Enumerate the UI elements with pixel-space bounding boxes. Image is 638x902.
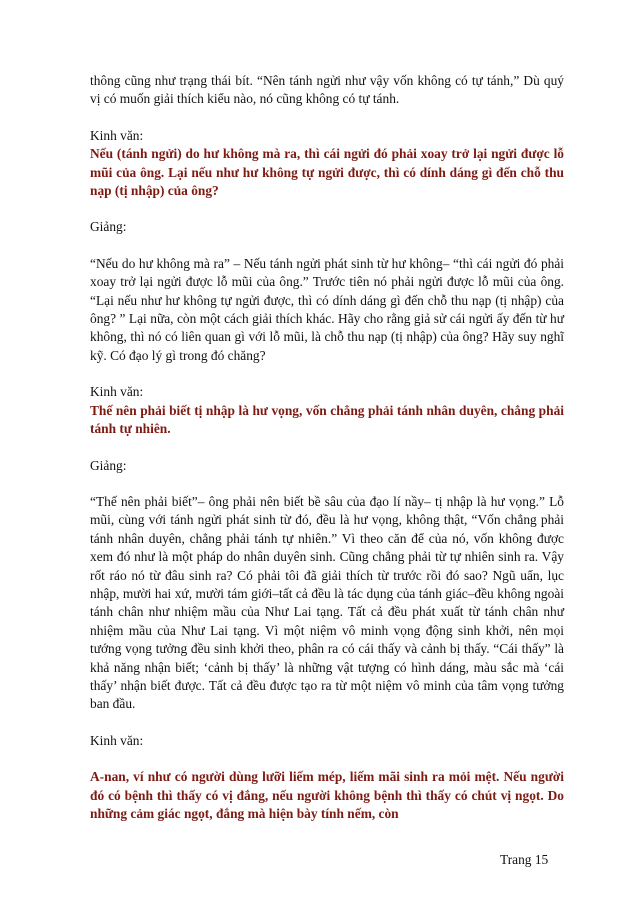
sutra-label: Kinh văn: [90, 384, 144, 400]
commentary-paragraph: “Nếu do hư không mà ra” – Nếu tánh ngửi phát sinh từ hư không– “thì cái ngửi đó phải xoay trở lại ngửi được lỗ mũi của ông.” Trước tiên nó phải ngửi được lỗ mũi của ông. “Lại nếu như hư không tự ngửi được, thì có dính dáng gì đến chỗ thu nạp (tị nhập) của ông? ” Lại nữa, còn một cách giải thích khác. Hãy cho rằng giả sử cái ngửi ấy đến từ hư không, thì nó có liên quan gì với lỗ mũi, là chỗ thu nạp (tị nhập) của ông? Hãy suy nghĩ kỹ. Có đạo lý gì trong đó chăng? [90, 255, 564, 363]
commentary-label: Giảng: [90, 457, 127, 473]
page-content [90, 72, 564, 823]
commentary-paragraph: “Thế nên phải biết”– ông phải nên biết bề sâu của đạo lí nầy– tị nhập là hư vọng.” Lỗ mũi, cùng với tánh ngửi phát sinh từ đó, đều là hư vọng, không thật, “Vốn chẳng phải tánh nhân duyên, chẳng phải tánh tự nhiên.” Vì theo căn để của nó, vốn không được xem đó như là một pháp do nhân duyên sinh. Cũng chẳng phải từ tự nhiên sinh ra. Vậy rốt ráo nó từ đâu sinh ra? Có phải tôi đã giải thích từ trước rồi đó sao? Ngũ uẩn, lục nhập, mười hai xứ, mười tám giới–tất cả đều là tác dụng của tánh giác–đều không ngoài tánh chân như nhiệm mầu của Như Lai tạng. Tất cả đều phát xuất từ tánh chân như nhiệm mầu của Như Lai tạng. Vì một niệm vô minh vọng động sinh khởi, nên mọi tướng vọng tưởng đều sinh khởi theo, phân ra có cái thấy và cảnh bị thấy. “Cái thấy” là khả năng nhận biết; ‘cảnh bị thấy’ là những vật tượng có hình dáng, màu sắc mà ‘cái thấy’ nhận biết được. Tất cả đều được tạo ra từ một niệm vô minh của tâm vọng tưởng ban đầu. [90, 493, 564, 712]
sutra-text: Thế nên phải biết tị nhập là hư vọng, vốn chẳng phải tánh nhân duyên, chẳng phải tánh tự nhiên. [90, 402, 564, 437]
sutra-label: Kinh văn: [90, 732, 144, 748]
sutra-text: A-nan, ví như có người dùng lưỡi liếm mép, liếm mãi sinh ra mỏi mệt. Nếu người đó có bệnh thì thấy có vị đắng, nếu người không bệnh thì thấy có chút vị ngọt. Do những cảm giác ngọt, đắng mà hiện bày tính nếm, còn [90, 769, 564, 821]
sutra-text: Nếu (tánh ngửi) do hư không mà ra, thì cái ngửi đó phải xoay trở lại ngửi được lỗ mũi của ông. Lại nếu như hư không tự ngửi được, thì có dính dáng gì đến chỗ thu nạp (tị nhập) của ông? [90, 146, 564, 199]
commentary-label: Giảng: [90, 219, 127, 235]
paragraph-continued: thông cũng như trạng thái bít. “Nên tánh ngửi như vậy vốn không có tự tánh,” Dù quý vị có muốn giải thích kiểu nào, nó cũng không có tự tánh. [90, 73, 564, 107]
sutra-label: Kinh văn: [90, 127, 144, 143]
page-number: Trang 15 [500, 852, 549, 867]
